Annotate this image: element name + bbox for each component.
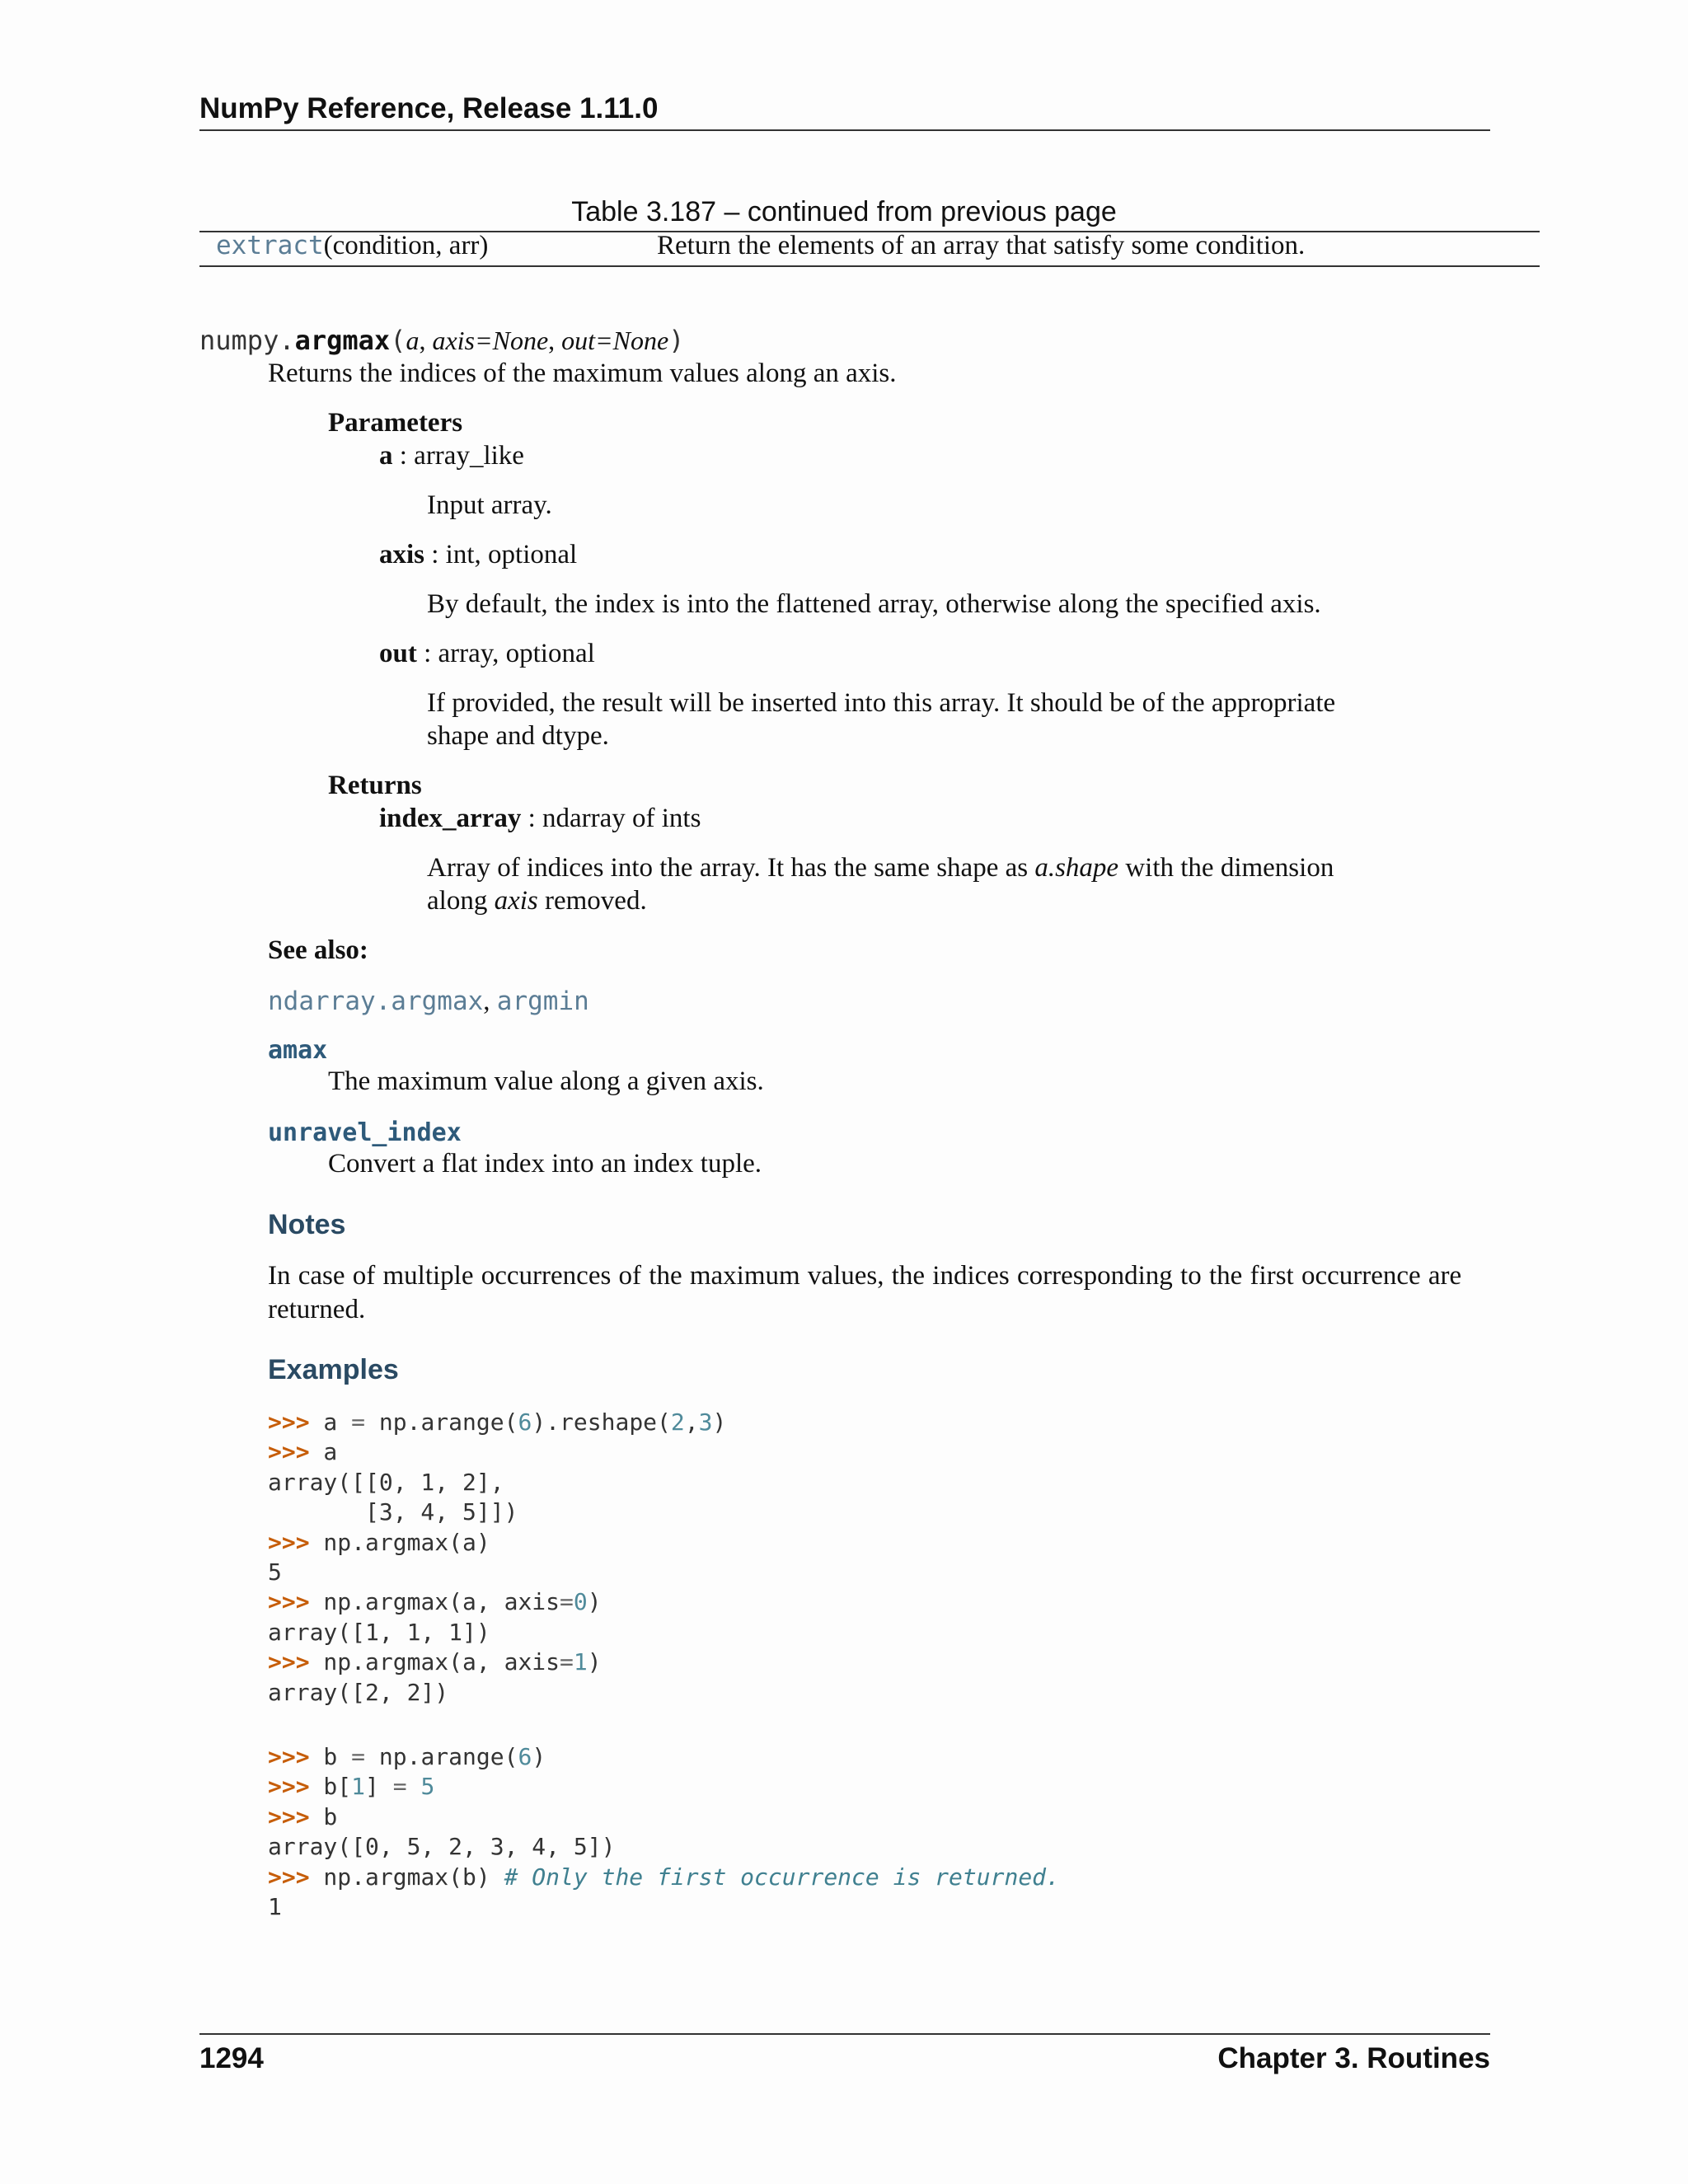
parameters-heading: Parameters (328, 408, 463, 438)
param-name: axis (379, 540, 425, 569)
code-line: array([1, 1, 1]) (268, 1619, 490, 1646)
function-summary: Returns the indices of the maximum values along an axis. (268, 359, 897, 388)
code-line: array([2, 2]) (268, 1679, 449, 1706)
signature-param-axis: axis=None (432, 326, 549, 355)
code-line: >>> a (268, 1438, 338, 1465)
return-value (379, 802, 701, 835)
return-desc-axis: axis (494, 886, 538, 916)
notes-line2: returned. (268, 1295, 366, 1324)
return-desc-line2 (427, 884, 647, 917)
table-cell-description: Return the elements of an array that satisfy some condition. (657, 231, 1306, 260)
function-signature (199, 325, 684, 356)
param-a (379, 439, 524, 472)
examples-heading: Examples (268, 1354, 399, 1385)
code-line: >>> b (268, 1803, 338, 1830)
link-amax[interactable]: amax (268, 1036, 328, 1065)
code-line: >>> a = np.arange(6).reshape(2,3) (268, 1408, 727, 1436)
signature-open-paren: ( (390, 325, 406, 356)
signature-sep: , (548, 326, 562, 355)
code-line: >>> b = np.arange(6) (268, 1743, 546, 1770)
code-line: array([[0, 1, 2], (268, 1469, 504, 1496)
param-name: out (379, 639, 417, 668)
param-axis-desc: By default, the index is into the flattened array, otherwise along the specified axis. (427, 589, 1321, 619)
link-unravel-index[interactable]: unravel_index (268, 1118, 462, 1147)
return-desc-text: Array of indices into the array. It has the same shape as (427, 853, 1035, 883)
signature-close-paren: ) (668, 325, 685, 356)
footer-rule (199, 2033, 1490, 2035)
header-rule (199, 129, 1490, 131)
code-line: 1 (268, 1893, 282, 1920)
signature-name: argmax (294, 325, 391, 356)
return-desc-text: along (427, 886, 495, 916)
link-ndarray-argmax[interactable]: ndarray.argmax (268, 987, 484, 1016)
code-line: >>> np.argmax(a) (268, 1529, 490, 1556)
code-line: >>> np.argmax(b) # Only the first occurrence is returned. (268, 1863, 1060, 1891)
extract-args: (condition, arr) (323, 231, 489, 260)
return-name: index_array (379, 804, 522, 833)
code-line: array([0, 5, 2, 3, 4, 5]) (268, 1833, 616, 1860)
unravel-index-desc: Convert a flat index into an index tuple. (328, 1149, 762, 1179)
signature-param-out: out=None (561, 326, 669, 355)
param-a-desc: Input array. (427, 490, 552, 520)
param-out-desc-line2: shape and dtype. (427, 721, 609, 751)
return-desc-text: removed. (537, 886, 647, 916)
code-line: >>> b[1] = 5 (268, 1773, 435, 1800)
param-type: : array, optional (416, 639, 595, 668)
table-caption: Table 3.187 – continued from previous page (571, 196, 1117, 227)
return-desc-shape: a.shape (1034, 853, 1119, 883)
signature-sep: , (419, 326, 433, 355)
notes-line1: In case of multiple occurrences of the maximum values, the indices corresponding to the first occurrence are (268, 1261, 1462, 1291)
return-desc-line1 (427, 851, 1334, 884)
signature-module: numpy. (199, 325, 295, 356)
page-number: 1294 (199, 2042, 264, 2074)
returns-heading: Returns (328, 771, 422, 800)
param-out-desc-line1: If provided, the result will be inserted into this array. It should be of the appropriate (427, 688, 1336, 718)
table-bottom-rule (199, 265, 1540, 267)
param-type: : array_like (392, 441, 524, 471)
code-line: >>> np.argmax(a, axis=1) (268, 1648, 602, 1675)
return-desc-text: with the dimension (1118, 853, 1334, 883)
see-also-links (268, 985, 589, 1018)
param-name: a (379, 441, 393, 471)
link-separator: , (483, 987, 497, 1016)
chapter-label: Chapter 3. Routines (1217, 2042, 1490, 2074)
link-argmin[interactable]: argmin (496, 987, 589, 1016)
table-cell-function (216, 231, 488, 261)
param-out (379, 637, 595, 670)
code-line: [3, 4, 5]]) (268, 1498, 518, 1526)
see-also-heading: See also: (268, 935, 368, 965)
param-axis (379, 538, 577, 571)
code-line: 5 (268, 1558, 282, 1586)
running-head: NumPy Reference, Release 1.11.0 (199, 92, 659, 124)
notes-heading: Notes (268, 1209, 346, 1240)
signature-param-a: a (406, 326, 420, 355)
extract-link[interactable]: extract (216, 231, 324, 260)
code-line: >>> np.argmax(a, axis=0) (268, 1588, 602, 1615)
code-comment: # Only the first occurrence is returned. (504, 1863, 1060, 1891)
return-type: : ndarray of ints (521, 804, 701, 833)
amax-desc: The maximum value along a given axis. (328, 1066, 764, 1096)
param-type: : int, optional (424, 540, 578, 569)
